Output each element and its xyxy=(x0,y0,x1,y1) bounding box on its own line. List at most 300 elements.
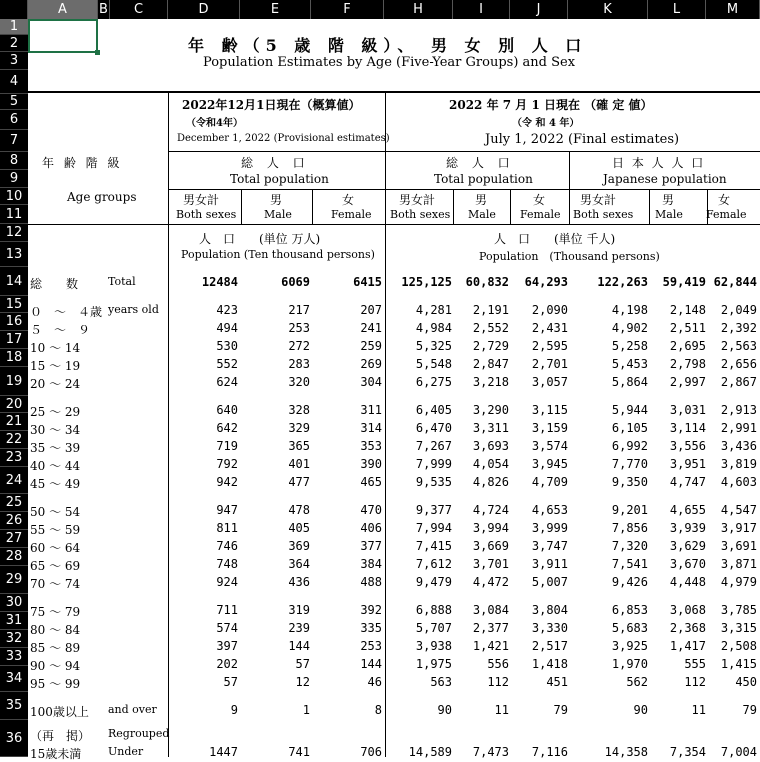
jul-total-pop-ja: 総 人 口 xyxy=(446,156,515,170)
dec-female-ja: 女 xyxy=(342,193,355,207)
row-header-5[interactable]: 5 xyxy=(0,94,28,110)
cell-value: 2,511 xyxy=(669,321,706,335)
row-header-2[interactable]: 2 xyxy=(0,35,28,52)
cell-value: 2,656 xyxy=(720,357,757,371)
cell-value: 6,992 xyxy=(611,439,648,453)
cell-value: 59,419 xyxy=(662,275,706,289)
row-header-9[interactable]: 9 xyxy=(0,170,28,188)
cell-value: 4,281 xyxy=(415,303,452,317)
cell-value: 3,057 xyxy=(531,375,568,389)
cell-value: 5,864 xyxy=(611,375,648,389)
cell-value: 390 xyxy=(360,457,382,471)
cell-value: 2,191 xyxy=(472,303,509,317)
cell-value: 319 xyxy=(288,603,310,617)
cell-value: 4,709 xyxy=(531,475,568,489)
cell-value: 947 xyxy=(216,503,238,517)
cell-value: 5,007 xyxy=(531,575,568,589)
cell-value: 2,368 xyxy=(669,621,706,635)
cell-value: 5,258 xyxy=(611,339,648,353)
cell-value: 4,724 xyxy=(472,503,509,517)
cell-value: 3,804 xyxy=(531,603,568,617)
cell-value: 7,354 xyxy=(669,745,706,759)
cell-value: 9,426 xyxy=(611,575,648,589)
cell-value: 2,090 xyxy=(531,303,568,317)
column-header-i[interactable]: I xyxy=(453,0,510,19)
cell-value: 706 xyxy=(360,745,382,759)
cell-value: 253 xyxy=(360,639,382,653)
row-header-22[interactable]: 22 xyxy=(0,431,28,449)
cell-value: 2,997 xyxy=(669,375,706,389)
header-divider-subhead xyxy=(168,189,760,190)
cell-value: 79 xyxy=(553,703,568,717)
cell-value: 14,358 xyxy=(604,745,648,759)
cell-value: 2,377 xyxy=(472,621,509,635)
cell-value: 64,293 xyxy=(524,275,568,289)
age-label-ja: 90 ～ 94 xyxy=(30,659,81,673)
row-header-3[interactable]: 3 xyxy=(0,52,28,70)
cell-value: 397 xyxy=(216,639,238,653)
cell-value: 942 xyxy=(216,475,238,489)
cell-value: 364 xyxy=(288,557,310,571)
row-header-25[interactable]: 25 xyxy=(0,494,28,512)
age-label-en: years old xyxy=(108,303,159,316)
row-header-8[interactable]: 8 xyxy=(0,152,28,170)
cell-value: 748 xyxy=(216,557,238,571)
cell-value: 3,159 xyxy=(531,421,568,435)
cell-value: 811 xyxy=(216,521,238,535)
age-label-ja: ５ ～ ９ xyxy=(30,323,91,337)
cell-value: 3,871 xyxy=(720,557,757,571)
cell-value: 1,418 xyxy=(531,657,568,671)
cell-value: 144 xyxy=(288,639,310,653)
jul-en: July 1, 2022 (Final estimates) xyxy=(485,132,680,147)
cell-value: 3,115 xyxy=(531,403,568,417)
jp-female-en: Female xyxy=(706,208,747,221)
cell-value: 406 xyxy=(360,521,382,535)
cell-value: 125,125 xyxy=(401,275,452,289)
cell-value: 3,999 xyxy=(531,521,568,535)
cell-value: 2,847 xyxy=(472,357,509,371)
cell-value: 90 xyxy=(633,703,648,717)
age-label-ja: 75 ～ 79 xyxy=(30,605,81,619)
cell-value: 4,547 xyxy=(720,503,757,517)
cell-value: 3,669 xyxy=(472,539,509,553)
row-header-27[interactable]: 27 xyxy=(0,530,28,548)
vline-e xyxy=(241,189,242,224)
row-header-1[interactable]: 1 xyxy=(0,19,28,35)
age-label-ja: 35 ～ 39 xyxy=(30,441,81,455)
column-header-c[interactable]: C xyxy=(110,0,168,19)
cell-value: 6,470 xyxy=(415,421,452,435)
cell-value: 320 xyxy=(288,375,310,389)
cell-value: 5,453 xyxy=(611,357,648,371)
cell-value: 7,541 xyxy=(611,557,648,571)
column-header-e[interactable]: E xyxy=(240,0,311,19)
age-label-ja: ０ ～ ４歳 xyxy=(30,305,103,319)
column-header-b[interactable]: B xyxy=(98,0,110,19)
cell-value: 2,798 xyxy=(669,357,706,371)
cell-value: 392 xyxy=(360,603,382,617)
cell-value: 2,991 xyxy=(720,421,757,435)
cell-value: 9,350 xyxy=(611,475,648,489)
dec-male-en: Male xyxy=(264,208,292,221)
cell-value: 3,218 xyxy=(472,375,509,389)
cell-value: 2,508 xyxy=(720,639,757,653)
cell-value: 1,417 xyxy=(669,639,706,653)
cell-value: 450 xyxy=(735,675,757,689)
cell-value: 377 xyxy=(360,539,382,553)
cell-value: 6,888 xyxy=(415,603,452,617)
cell-value: 3,691 xyxy=(720,539,757,553)
column-header-a[interactable]: A xyxy=(28,0,98,19)
cell-value: 90 xyxy=(437,703,452,717)
cell-value: 3,629 xyxy=(669,539,706,553)
cell-value: 4,984 xyxy=(415,321,452,335)
cell-value: 353 xyxy=(360,439,382,453)
cell-value: 3,436 xyxy=(720,439,757,453)
cell-value: 423 xyxy=(216,303,238,317)
cell-value: 640 xyxy=(216,403,238,417)
cell-value: 57 xyxy=(223,675,238,689)
cell-value: 3,670 xyxy=(669,557,706,571)
cell-value: 2,049 xyxy=(720,303,757,317)
cell-value: 3,693 xyxy=(472,439,509,453)
cell-value: 3,701 xyxy=(472,557,509,571)
jul-male-en: Male xyxy=(468,208,496,221)
cell-value: 328 xyxy=(288,403,310,417)
cell-value: 4,655 xyxy=(669,503,706,517)
column-header-f[interactable]: F xyxy=(311,0,384,19)
cell-value: 405 xyxy=(288,521,310,535)
cell-value: 3,747 xyxy=(531,539,568,553)
cell-value: 488 xyxy=(360,575,382,589)
cell-value: 1,975 xyxy=(415,657,452,671)
row-header-29[interactable]: 29 xyxy=(0,566,28,594)
cell-value: 3,290 xyxy=(472,403,509,417)
row-header-14[interactable]: 14 xyxy=(0,267,28,296)
cell-value: 8 xyxy=(374,703,382,717)
jp-both-ja: 男女計 xyxy=(580,193,617,207)
jul-both-ja: 男女計 xyxy=(399,193,436,207)
cell-value: 3,556 xyxy=(669,439,706,453)
title-japanese: 年 齢（5 歳 階 級）、 男 女 別 人 口 xyxy=(188,36,588,55)
jp-female-ja: 女 xyxy=(718,193,731,207)
age-label-ja: 80 ～ 84 xyxy=(30,623,81,637)
row-header-20[interactable]: 20 xyxy=(0,396,28,413)
cell-value: 384 xyxy=(360,557,382,571)
row-header-11[interactable]: 11 xyxy=(0,205,28,224)
cell-value: 3,785 xyxy=(720,603,757,617)
cell-value: 562 xyxy=(626,675,648,689)
cell-value: 574 xyxy=(216,621,238,635)
row-header-26[interactable]: 26 xyxy=(0,512,28,530)
vline-j xyxy=(510,189,511,224)
column-header-h[interactable]: H xyxy=(384,0,453,19)
cell-value: 112 xyxy=(684,675,706,689)
cell-value: 1,970 xyxy=(611,657,648,671)
header-top-rule xyxy=(28,91,760,93)
dec-date-ja: 2022年12月1日現在（概算値） xyxy=(182,98,361,112)
cell-value: 9,201 xyxy=(611,503,648,517)
age-label-ja: 25 ～ 29 xyxy=(30,405,81,419)
dec-en: December 1, 2022 (Provisional estimates) xyxy=(177,133,390,144)
jp-pop-ja: 日 本 人 人 口 xyxy=(612,156,706,170)
cell-value: 3,945 xyxy=(531,457,568,471)
row-header-12[interactable]: 12 xyxy=(0,224,28,242)
jul-male-ja: 男 xyxy=(475,193,488,207)
column-header-k[interactable]: K xyxy=(568,0,648,19)
row-header-19[interactable]: 19 xyxy=(0,367,28,396)
row-header-35[interactable]: 35 xyxy=(0,692,28,720)
age-label-ja: 50 ～ 54 xyxy=(30,505,81,519)
cell-value: 3,084 xyxy=(472,603,509,617)
cell-value: 202 xyxy=(216,657,238,671)
cell-value: 1,415 xyxy=(720,657,757,671)
unit-left-ja: 人 口 (単位 万人) xyxy=(199,232,321,246)
row-header-33[interactable]: 33 xyxy=(0,648,28,666)
cell-value: 2,392 xyxy=(720,321,757,335)
cell-value: 552 xyxy=(216,357,238,371)
header-bottom-rule xyxy=(28,224,760,225)
cell-value: 112 xyxy=(487,675,509,689)
row-header-23[interactable]: 23 xyxy=(0,449,28,467)
cell-value: 272 xyxy=(288,339,310,353)
cell-value: 6415 xyxy=(353,275,382,289)
cell-value: 7,116 xyxy=(531,745,568,759)
vline-f xyxy=(312,189,313,224)
cell-value: 329 xyxy=(288,421,310,435)
cell-value: 3,938 xyxy=(415,639,452,653)
cell-value: 7,004 xyxy=(720,745,757,759)
cell-value: 6,853 xyxy=(611,603,648,617)
cell-value: 563 xyxy=(430,675,452,689)
cell-value: 46 xyxy=(367,675,382,689)
selected-cell-a1[interactable] xyxy=(28,19,98,53)
spreadsheet-grid[interactable] xyxy=(28,19,760,761)
cell-value: 3,819 xyxy=(720,457,757,471)
cell-value: 9,535 xyxy=(415,475,452,489)
column-header-d[interactable]: D xyxy=(168,0,240,19)
column-header-l[interactable]: L xyxy=(648,0,706,19)
dec-both-en: Both sexes xyxy=(176,208,237,221)
cell-value: 259 xyxy=(360,339,382,353)
cell-value: 4,472 xyxy=(472,575,509,589)
cell-value: 12 xyxy=(295,675,310,689)
age-label-en: Regrouped xyxy=(108,727,170,740)
cell-value: 57 xyxy=(295,657,310,671)
cell-value: 4,826 xyxy=(472,475,509,489)
cell-value: 7,999 xyxy=(415,457,452,471)
cell-value: 465 xyxy=(360,475,382,489)
cell-value: 7,320 xyxy=(611,539,648,553)
cell-value: 401 xyxy=(288,457,310,471)
jul-both-en: Both sexes xyxy=(390,208,451,221)
age-label-en: and over xyxy=(108,703,157,716)
cell-value: 2,431 xyxy=(531,321,568,335)
unit-right-ja: 人 口 (単位 千人) xyxy=(494,232,616,246)
jp-both-en: Both sexes xyxy=(573,208,634,221)
cell-value: 2,729 xyxy=(472,339,509,353)
column-header-bar xyxy=(0,0,760,19)
cell-value: 6,275 xyxy=(415,375,452,389)
cell-value: 470 xyxy=(360,503,382,517)
cell-value: 436 xyxy=(288,575,310,589)
age-label-en: Under xyxy=(108,745,144,758)
row-header-28[interactable]: 28 xyxy=(0,548,28,566)
age-label-ja: 65 ～ 69 xyxy=(30,559,81,573)
age-label-ja: 70 ～ 74 xyxy=(30,577,81,591)
cell-value: 7,856 xyxy=(611,521,648,535)
title-english: Population Estimates by Age (Five-Year Groups) and Sex xyxy=(203,55,576,70)
cell-value: 3,925 xyxy=(611,639,648,653)
cell-value: 2,695 xyxy=(669,339,706,353)
cell-value: 3,911 xyxy=(531,557,568,571)
cell-value: 5,944 xyxy=(611,403,648,417)
cell-value: 3,939 xyxy=(669,521,706,535)
dec-both-ja: 男女計 xyxy=(183,193,220,207)
age-label-ja: 100歳以上 xyxy=(30,705,89,719)
column-header-j[interactable]: J xyxy=(510,0,568,19)
jul-female-en: Female xyxy=(520,208,561,221)
cell-value: 2,517 xyxy=(531,639,568,653)
age-groups-ja: 年 齢 階 級 xyxy=(42,156,123,170)
jp-male-en: Male xyxy=(655,208,683,221)
cell-value: 3,114 xyxy=(669,421,706,435)
jul-date-ja: 2022 年 7 月 1 日現在 （確 定 値） xyxy=(449,98,653,112)
jul-total-pop-en: Total population xyxy=(434,172,533,186)
cell-value: 11 xyxy=(691,703,706,717)
row-header-10[interactable]: 10 xyxy=(0,188,28,205)
cell-value: 9,479 xyxy=(415,575,452,589)
cell-value: 369 xyxy=(288,539,310,553)
age-label-ja: 15歳未満 xyxy=(30,747,82,761)
cell-value: 451 xyxy=(546,675,568,689)
cell-value: 2,913 xyxy=(720,403,757,417)
cell-value: 12484 xyxy=(201,275,238,289)
cell-value: 241 xyxy=(360,321,382,335)
cell-value: 4,653 xyxy=(531,503,568,517)
dec-female-en: Female xyxy=(331,208,372,221)
row-header-15[interactable]: 15 xyxy=(0,296,28,313)
age-label-ja: 95 ～ 99 xyxy=(30,677,81,691)
cell-value: 5,683 xyxy=(611,621,648,635)
age-label-ja: 30 ～ 34 xyxy=(30,423,81,437)
cell-value: 7,994 xyxy=(415,521,452,535)
cell-value: 5,325 xyxy=(415,339,452,353)
cell-value: 1 xyxy=(302,703,310,717)
cell-value: 365 xyxy=(288,439,310,453)
select-all-corner[interactable] xyxy=(0,0,28,19)
row-header-31[interactable]: 31 xyxy=(0,612,28,630)
cell-value: 9,377 xyxy=(415,503,452,517)
cell-value: 3,311 xyxy=(472,421,509,435)
row-header-34[interactable]: 34 xyxy=(0,666,28,692)
cell-value: 311 xyxy=(360,403,382,417)
cell-value: 478 xyxy=(288,503,310,517)
age-label-ja: 85 ～ 89 xyxy=(30,641,81,655)
cell-value: 5,548 xyxy=(415,357,452,371)
cell-value: 7,770 xyxy=(611,457,648,471)
cell-value: 3,951 xyxy=(669,457,706,471)
cell-value: 79 xyxy=(742,703,757,717)
cell-value: 556 xyxy=(487,657,509,671)
age-label-en: Total xyxy=(108,275,136,288)
cell-value: 3,031 xyxy=(669,403,706,417)
age-label-ja: 60 ～ 64 xyxy=(30,541,81,555)
age-label-ja: 55 ～ 59 xyxy=(30,523,81,537)
cell-value: 253 xyxy=(288,321,310,335)
cell-value: 4,448 xyxy=(669,575,706,589)
cell-value: 2,148 xyxy=(669,303,706,317)
row-header-30[interactable]: 30 xyxy=(0,594,28,612)
cell-value: 477 xyxy=(288,475,310,489)
row-header-6[interactable]: 6 xyxy=(0,110,28,130)
cell-value: 7,473 xyxy=(472,745,509,759)
cell-value: 144 xyxy=(360,657,382,671)
cell-value: 530 xyxy=(216,339,238,353)
cell-value: 335 xyxy=(360,621,382,635)
unit-right-en: Population (Thousand persons) xyxy=(479,250,660,263)
row-header-16[interactable]: 16 xyxy=(0,313,28,331)
cell-value: 3,994 xyxy=(472,521,509,535)
cell-value: 5,707 xyxy=(415,621,452,635)
cell-value: 719 xyxy=(216,439,238,453)
row-header-21[interactable]: 21 xyxy=(0,413,28,431)
age-label-ja: 15 ～ 19 xyxy=(30,359,81,373)
column-header-m[interactable]: M xyxy=(706,0,760,19)
row-header-7[interactable]: 7 xyxy=(0,130,28,152)
cell-value: 555 xyxy=(684,657,706,671)
cell-value: 6069 xyxy=(281,275,310,289)
cell-value: 217 xyxy=(288,303,310,317)
cell-value: 11 xyxy=(494,703,509,717)
cell-value: 494 xyxy=(216,321,238,335)
dec-total-pop-en: Total population xyxy=(230,172,329,186)
cell-value: 283 xyxy=(288,357,310,371)
row-header-18[interactable]: 18 xyxy=(0,349,28,367)
cell-value: 4,747 xyxy=(669,475,706,489)
cell-value: 60,832 xyxy=(465,275,509,289)
unit-left-en: Population (Ten thousand persons) xyxy=(181,248,375,261)
header-divider-dec xyxy=(168,151,760,152)
cell-value: 6,105 xyxy=(611,421,648,435)
cell-value: 2,701 xyxy=(531,357,568,371)
cell-value: 642 xyxy=(216,421,238,435)
cell-value: 2,552 xyxy=(472,321,509,335)
age-groups-en: Age groups xyxy=(67,190,137,204)
cell-value: 4,198 xyxy=(611,303,648,317)
row-header-17[interactable]: 17 xyxy=(0,331,28,349)
age-label-ja: 45 ～ 49 xyxy=(30,477,81,491)
vline-l xyxy=(649,189,650,224)
cell-value: 2,867 xyxy=(720,375,757,389)
row-header-4[interactable]: 4 xyxy=(0,70,28,94)
cell-value: 239 xyxy=(288,621,310,635)
cell-value: 6,405 xyxy=(415,403,452,417)
age-label-ja: 総 数 xyxy=(30,277,79,291)
row-header-32[interactable]: 32 xyxy=(0,630,28,648)
jp-male-ja: 男 xyxy=(662,193,675,207)
row-header-24[interactable]: 24 xyxy=(0,467,28,494)
cell-value: 624 xyxy=(216,375,238,389)
cell-value: 792 xyxy=(216,457,238,471)
vline-k xyxy=(569,151,570,224)
cell-value: 3,315 xyxy=(720,621,757,635)
age-label-ja: 20 ～ 24 xyxy=(30,377,81,391)
row-header-36[interactable]: 36 xyxy=(0,720,28,757)
row-header-13[interactable]: 13 xyxy=(0,242,28,267)
age-label-ja: 10 ～ 14 xyxy=(30,341,81,355)
